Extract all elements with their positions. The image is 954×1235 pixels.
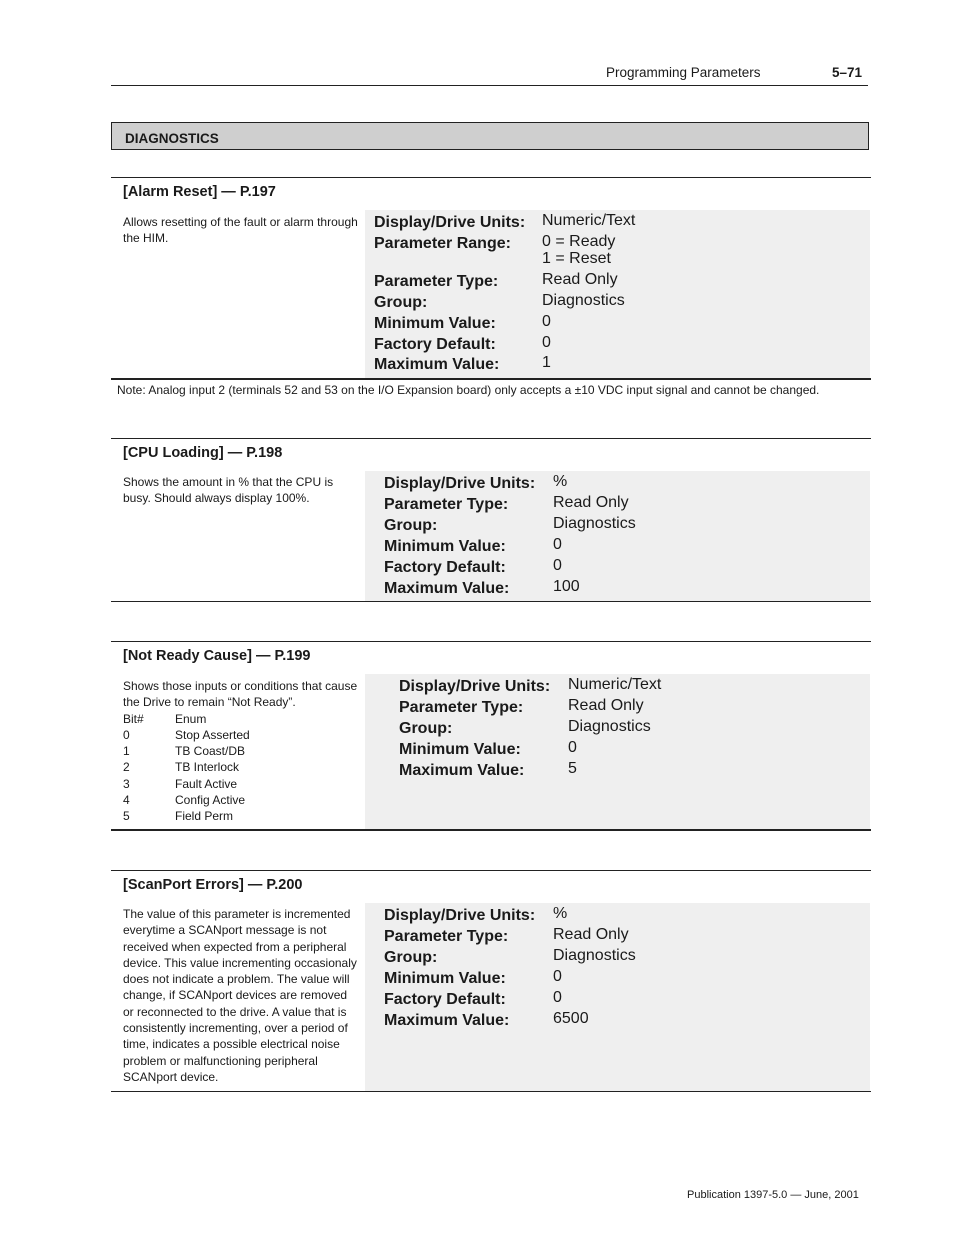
spec-label: Maximum Value:: [384, 1012, 510, 1029]
param-top-rule: [111, 177, 871, 178]
spec-label: Group:: [384, 949, 438, 966]
spec-value: 0: [553, 557, 562, 574]
spec-label: Display/Drive Units:: [374, 214, 526, 231]
param-description: Shows the amount in % that the CPU is busy. Should always display 100%.: [123, 475, 334, 506]
spec-label: Group:: [399, 720, 453, 737]
bit-name: TB Interlock: [175, 760, 240, 775]
bit-number: 3: [123, 776, 130, 791]
spec-label: Factory Default:: [384, 991, 506, 1008]
spec-value: 0: [553, 536, 562, 553]
param-bottom-rule: [111, 1091, 871, 1092]
spec-label: Display/Drive Units:: [384, 475, 536, 492]
spec-value: Read Only: [542, 271, 618, 288]
spec-value: 0: [542, 313, 551, 330]
spec-label: Minimum Value:: [384, 970, 506, 987]
bit-row: [123, 808, 359, 824]
bit-row: [123, 776, 359, 792]
param-description-block: [123, 678, 359, 825]
spec-label: Factory Default:: [374, 336, 496, 353]
param-description: The value of this parameter is incremented everytime a SCANport message is not received when expected from a peripheral device. This value incrementing occasionaly does not indicate a problem. The value will change, if SCANport devices are removed or reconnected to the drive. A value that is consistently incrementing, over a period of time, indicates a possible electrical noise problem or malfunctioning peripheral SCANport device.: [123, 907, 357, 1084]
bit-table-header: [123, 711, 359, 727]
page-number: 5–71: [832, 65, 863, 80]
spec-value: Diagnostics: [553, 947, 636, 964]
param-bottom-rule: [111, 829, 871, 831]
spec-value: Diagnostics: [553, 515, 636, 532]
bit-row: [123, 759, 359, 775]
bit-name: Stop Asserted: [175, 727, 250, 742]
spec-label: Minimum Value:: [374, 315, 496, 332]
spec-label: Factory Default:: [384, 559, 506, 576]
spec-value: Numeric/Text: [568, 676, 662, 693]
publication-footer: Publication 1397-5.0 — June, 2001: [687, 1189, 859, 1201]
param-spec-box: [365, 471, 870, 601]
param-title: [Alarm Reset] — P.197: [123, 184, 276, 200]
bit-name: Fault Active: [175, 776, 238, 791]
spec-label: Minimum Value:: [384, 538, 506, 555]
spec-label: Group:: [384, 517, 438, 534]
spec-value: 0 = Ready: [542, 233, 616, 250]
spec-value: Diagnostics: [542, 292, 625, 309]
spec-value: 1: [542, 354, 551, 371]
param-top-rule: [111, 870, 871, 871]
running-header-title: Programming Parameters: [606, 65, 761, 80]
bit-name: Field Perm: [175, 809, 234, 824]
bit-enum-header: Enum: [175, 711, 207, 726]
bit-name: TB Coast/DB: [175, 744, 246, 759]
spec-label: Display/Drive Units:: [399, 678, 551, 695]
bit-number: 1: [123, 744, 130, 759]
bit-number: 0: [123, 727, 130, 742]
spec-value: 0: [568, 739, 577, 756]
spec-label: Display/Drive Units:: [384, 907, 536, 924]
header-rule: [111, 85, 868, 86]
bit-row: [123, 727, 359, 743]
spec-value: Diagnostics: [568, 718, 651, 735]
spec-value: 0: [542, 334, 551, 351]
spec-label: Parameter Type:: [374, 273, 499, 290]
param-description: Shows those inputs or conditions that cause the Drive to remain “Not Ready”.: [123, 679, 358, 710]
spec-value: Read Only: [553, 926, 629, 943]
bit-name: Config Active: [175, 793, 246, 808]
param-title: [Not Ready Cause] — P.199: [123, 648, 311, 664]
bit-number: 2: [123, 760, 130, 775]
bit-row: [123, 792, 359, 808]
spec-label: Maximum Value:: [399, 762, 525, 779]
section-title: DIAGNOSTICS: [125, 131, 219, 146]
param-title: [ScanPort Errors] — P.200: [123, 877, 303, 893]
param-top-rule: [111, 641, 871, 642]
spec-label: Parameter Type:: [399, 699, 524, 716]
spec-value: 100: [553, 578, 580, 595]
spec-label: Parameter Type:: [384, 496, 509, 513]
spec-value: 0: [553, 989, 562, 1006]
param-spec-box: [365, 903, 870, 1091]
param-bottom-rule: [111, 601, 871, 602]
spec-label: Maximum Value:: [384, 580, 510, 597]
spec-label: Parameter Type:: [384, 928, 509, 945]
param-title: [CPU Loading] — P.198: [123, 445, 283, 461]
spec-value: Numeric/Text: [542, 212, 636, 229]
spec-label: Maximum Value:: [374, 356, 500, 373]
param-top-rule: [111, 438, 871, 439]
spec-value: 6500: [553, 1010, 589, 1027]
spec-value: 1 = Reset: [542, 250, 611, 267]
section-bar: [111, 122, 869, 150]
spec-value: 5: [568, 760, 577, 777]
spec-value: Read Only: [553, 494, 629, 511]
spec-value: %: [553, 473, 568, 490]
param-spec-box: [365, 674, 870, 829]
spec-label: Group:: [374, 294, 428, 311]
bit-number: 5: [123, 809, 130, 824]
spec-value: %: [553, 905, 568, 922]
param-bottom-rule: [111, 378, 871, 380]
bit-number: 4: [123, 793, 130, 808]
bit-row: [123, 743, 359, 759]
param-spec-box: [365, 210, 870, 378]
note-text: Note: Analog input 2 (terminals 52 and 53 on the I/O Expansion board) only accepts a ±10 VDC input signal and cannot be changed.: [117, 383, 820, 397]
spec-value: Read Only: [568, 697, 644, 714]
spec-value: 0: [553, 968, 562, 985]
bit-number-header: Bit#: [123, 711, 144, 726]
spec-label: Parameter Range:: [374, 235, 511, 252]
param-description: Allows resetting of the fault or alarm through the HIM.: [123, 215, 358, 246]
spec-label: Minimum Value:: [399, 741, 521, 758]
